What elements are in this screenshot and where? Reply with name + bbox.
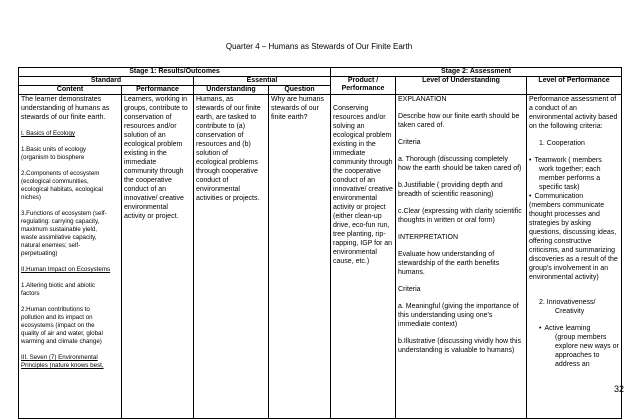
level-performance-cell — [527, 95, 622, 419]
text-line: through cooperative — [196, 168, 258, 175]
text-line: approaches to — [555, 352, 600, 359]
text-line — [398, 147, 524, 155]
text-line: questions, discussing ideas, — [529, 229, 617, 236]
text-line: Principles (nature knows best, — [21, 362, 104, 369]
text-line: cause, etc.) — [333, 258, 370, 265]
text-line — [21, 298, 119, 306]
text-line: environmental activity based — [529, 114, 618, 121]
level-understanding-header: Level of Understanding — [396, 77, 527, 95]
text-line — [21, 346, 119, 354]
text-line: existing in the — [124, 150, 167, 157]
text-line: (either clean-up — [333, 213, 382, 220]
text-line: the cooperative — [124, 177, 172, 184]
text-line: finite earth? — [271, 114, 308, 121]
text-line: breadth of scientific reasoning) — [398, 191, 494, 198]
text-line: how the earth should be taken cared of) — [398, 165, 522, 172]
text-line: Describe how our finite earth should be — [398, 113, 520, 120]
text-line: understanding is valuable to humans) — [398, 347, 515, 354]
text-line: humans. — [398, 269, 425, 276]
text-line: II.Human Impact on Ecosystems — [21, 266, 111, 273]
text-line: • Communication — [529, 192, 619, 201]
content-list — [21, 95, 119, 370]
performance-header: Performance — [122, 86, 194, 95]
text-line: (members communicate — [529, 202, 605, 209]
text-line: ecological problems — [196, 159, 258, 166]
text-line: specific task) — [539, 184, 580, 191]
text-line — [529, 316, 619, 324]
text-line: work together; each — [539, 166, 601, 173]
text-line: The learner demonstrates — [21, 96, 102, 103]
text-line: Why are humans — [271, 96, 324, 103]
text-line — [398, 173, 524, 181]
text-line — [21, 202, 119, 210]
text-line: a. Thorough (discussing completely — [398, 156, 508, 163]
text-line: • Active learning — [529, 324, 619, 333]
text-line: conduct of an — [333, 177, 376, 184]
text-line: ecological problem — [124, 141, 183, 148]
body-row — [19, 95, 622, 419]
text-line — [21, 274, 119, 282]
text-line: conduct of an — [124, 186, 167, 193]
text-line: Evaluate how understanding of — [398, 251, 495, 258]
text-line — [398, 104, 524, 112]
text-line: immediate — [333, 150, 366, 157]
text-line — [21, 162, 119, 170]
standard-header: Standard — [19, 77, 194, 86]
content-header: Content — [19, 86, 122, 95]
text-line: drive, eco-fun run, — [333, 222, 390, 229]
text-line: EXPLANATION — [398, 96, 447, 103]
text-line — [398, 277, 524, 285]
level-performance-header: Level of Performance — [527, 77, 622, 95]
performance-cell — [122, 95, 194, 419]
text-line: criticisms, and summarizing — [529, 247, 615, 254]
text-line: (ecological communities, — [21, 178, 89, 185]
text-line: I. Basics of Ecology — [21, 130, 75, 137]
text-line: community through — [333, 159, 393, 166]
text-line: Creativity — [555, 308, 585, 315]
text-line: a conduct of an — [529, 105, 577, 112]
text-line: b.Justifiable ( providing depth and — [398, 182, 503, 189]
text-line: this understanding using one's — [398, 312, 493, 319]
text-line — [398, 242, 524, 250]
text-line: 1.Basic units of ecology — [21, 146, 87, 153]
text-line: 2.Human contributions to — [21, 306, 90, 313]
text-line: Criteria — [398, 286, 421, 293]
text-line: activity or project — [333, 204, 386, 211]
text-line: (organism to biosphere — [21, 154, 85, 161]
level-performance-list — [529, 95, 619, 369]
understanding-list — [196, 95, 266, 203]
text-line: environmental — [124, 204, 168, 211]
text-line: conservation of — [196, 132, 244, 139]
stage-header-row — [19, 68, 622, 77]
text-line: solving an — [333, 123, 365, 130]
stage2-header: Stage 2: Assessment — [331, 68, 622, 77]
text-line: ecological habitats, ecological — [21, 186, 103, 193]
text-line: groups, contribute to — [124, 105, 188, 112]
text-line — [529, 131, 619, 139]
product-header-line2: Performance — [341, 85, 385, 92]
text-line: stewardship of the earth benefits — [398, 260, 500, 267]
text-line: c.Clear (expressing with clarity scientific — [398, 208, 522, 215]
text-line: activities or projects. — [196, 195, 260, 202]
text-line: innovative/ creative — [124, 195, 184, 202]
text-line — [529, 290, 619, 298]
text-line: rapping, IGP for an — [333, 240, 393, 247]
text-line: activity or project. — [124, 213, 179, 220]
text-line: Conserving — [333, 105, 369, 112]
product-header-line1: Product / — [347, 77, 379, 84]
text-line: thoughts in written or oral form) — [398, 217, 495, 224]
text-line: resources and/or — [333, 114, 386, 121]
product-cell — [331, 95, 396, 419]
text-line: (group members — [555, 334, 607, 341]
text-line: immediate context) — [398, 321, 458, 328]
text-line: environmental — [333, 249, 377, 256]
text-line: understanding of humans as — [21, 105, 110, 112]
text-line: offering constructive — [529, 238, 592, 245]
text-line: 1.Altering biotic and abiotic — [21, 282, 95, 289]
text-line: ecosystems (impact on the — [21, 322, 95, 329]
understanding-cell — [194, 95, 269, 419]
text-line: on the following criteria: — [529, 123, 603, 130]
text-line: solution of — [196, 150, 228, 157]
text-line: strategies by asking — [529, 220, 591, 227]
text-line: taken cared of. — [398, 122, 445, 129]
text-line: III. Seven (7) Environmental — [21, 354, 98, 361]
text-line: community through — [124, 168, 184, 175]
essential-header: Essential — [194, 77, 331, 86]
text-line: earth, are tasked to — [196, 114, 257, 121]
text-line: existing in the — [333, 141, 376, 148]
text-line: environmental — [333, 195, 377, 202]
text-line: conservation of — [124, 114, 172, 121]
document-title: Quarter 4 – Humans as Stewards of Our Finite Earth — [225, 42, 413, 51]
text-line: environmental activity) — [529, 274, 599, 281]
performance-list — [124, 95, 191, 221]
text-line: factors — [21, 290, 40, 297]
group-header-row — [19, 77, 622, 86]
text-line: contribute to (a) — [196, 123, 246, 130]
text-line: the cooperative — [333, 168, 381, 175]
text-line: Learners, working in — [124, 96, 188, 103]
text-line: stewards of our — [271, 105, 319, 112]
question-list — [271, 95, 328, 122]
text-line — [398, 199, 524, 207]
text-line — [21, 258, 119, 266]
level-understanding-cell — [396, 95, 527, 419]
text-line — [21, 122, 119, 130]
text-line: innovative/ creative — [333, 186, 393, 193]
text-line: 1. Cooperation — [539, 140, 585, 147]
text-line: solution of an — [124, 132, 166, 139]
assessment-table — [18, 67, 622, 419]
text-line: resources and/or — [124, 123, 177, 130]
text-line — [398, 225, 524, 233]
text-line: group's involvement in an — [529, 265, 609, 272]
text-line: waste assimilative capacity, — [21, 234, 97, 241]
text-line: address an — [555, 361, 590, 368]
text-line: member performs a — [539, 175, 601, 182]
text-line: immediate — [124, 159, 157, 166]
text-line: discoveries as a result of the — [529, 256, 618, 263]
text-line: 3.Functions of ecosystem (self- — [21, 210, 107, 217]
stage1-header: Stage 1: Results/Outcomes — [19, 68, 331, 77]
text-line: b.Illustrative (discussing vividly how this — [398, 338, 521, 345]
text-line — [398, 329, 524, 337]
text-line — [398, 294, 524, 302]
text-line: maximum sustainable yield, — [21, 226, 97, 233]
text-line — [398, 130, 524, 138]
text-line: stewards of our finite — [196, 105, 261, 112]
text-line: a. Meaningful (giving the importance of — [398, 303, 519, 310]
text-line: warming and climate change) — [21, 338, 102, 345]
text-line: tree planting, rip- — [333, 231, 386, 238]
text-line: niches) — [21, 194, 41, 201]
page-number: 32 — [613, 384, 624, 394]
text-line: 2.Components of ecosystem — [21, 170, 100, 177]
text-line: • Teamwork ( members — [529, 156, 619, 165]
text-line: Performance assessment of — [529, 96, 617, 103]
text-line — [529, 282, 619, 290]
text-line: Criteria — [398, 139, 421, 146]
product-header — [331, 77, 396, 95]
text-line: quality of air and water, global — [21, 330, 103, 337]
text-line: Humans, as — [196, 96, 234, 103]
text-line: perpetuating) — [21, 250, 58, 257]
text-line: resources and (b) — [196, 141, 251, 148]
text-line: explore new ways or — [555, 343, 619, 350]
text-line: INTERPRETATION — [398, 234, 459, 241]
product-list — [333, 104, 393, 266]
text-line — [529, 148, 619, 156]
text-line: thought processes and — [529, 211, 600, 218]
text-line: 2. Innovativeness/ — [539, 299, 596, 306]
text-line: pollution and its impact on — [21, 314, 93, 321]
question-header: Question — [269, 86, 331, 95]
content-cell — [19, 95, 122, 419]
text-line: environmental — [196, 186, 240, 193]
text-line: conduct of — [196, 177, 229, 184]
text-line — [21, 138, 119, 146]
understanding-header: Understanding — [194, 86, 269, 95]
text-line: natural enemies; self- — [21, 242, 81, 249]
level-understanding-list — [398, 95, 524, 355]
text-line: ecological problem — [333, 132, 392, 139]
question-cell — [269, 95, 331, 419]
text-line: stewards of our finite earth. — [21, 114, 106, 121]
text-line: regulating: carrying capacity, — [21, 218, 100, 225]
